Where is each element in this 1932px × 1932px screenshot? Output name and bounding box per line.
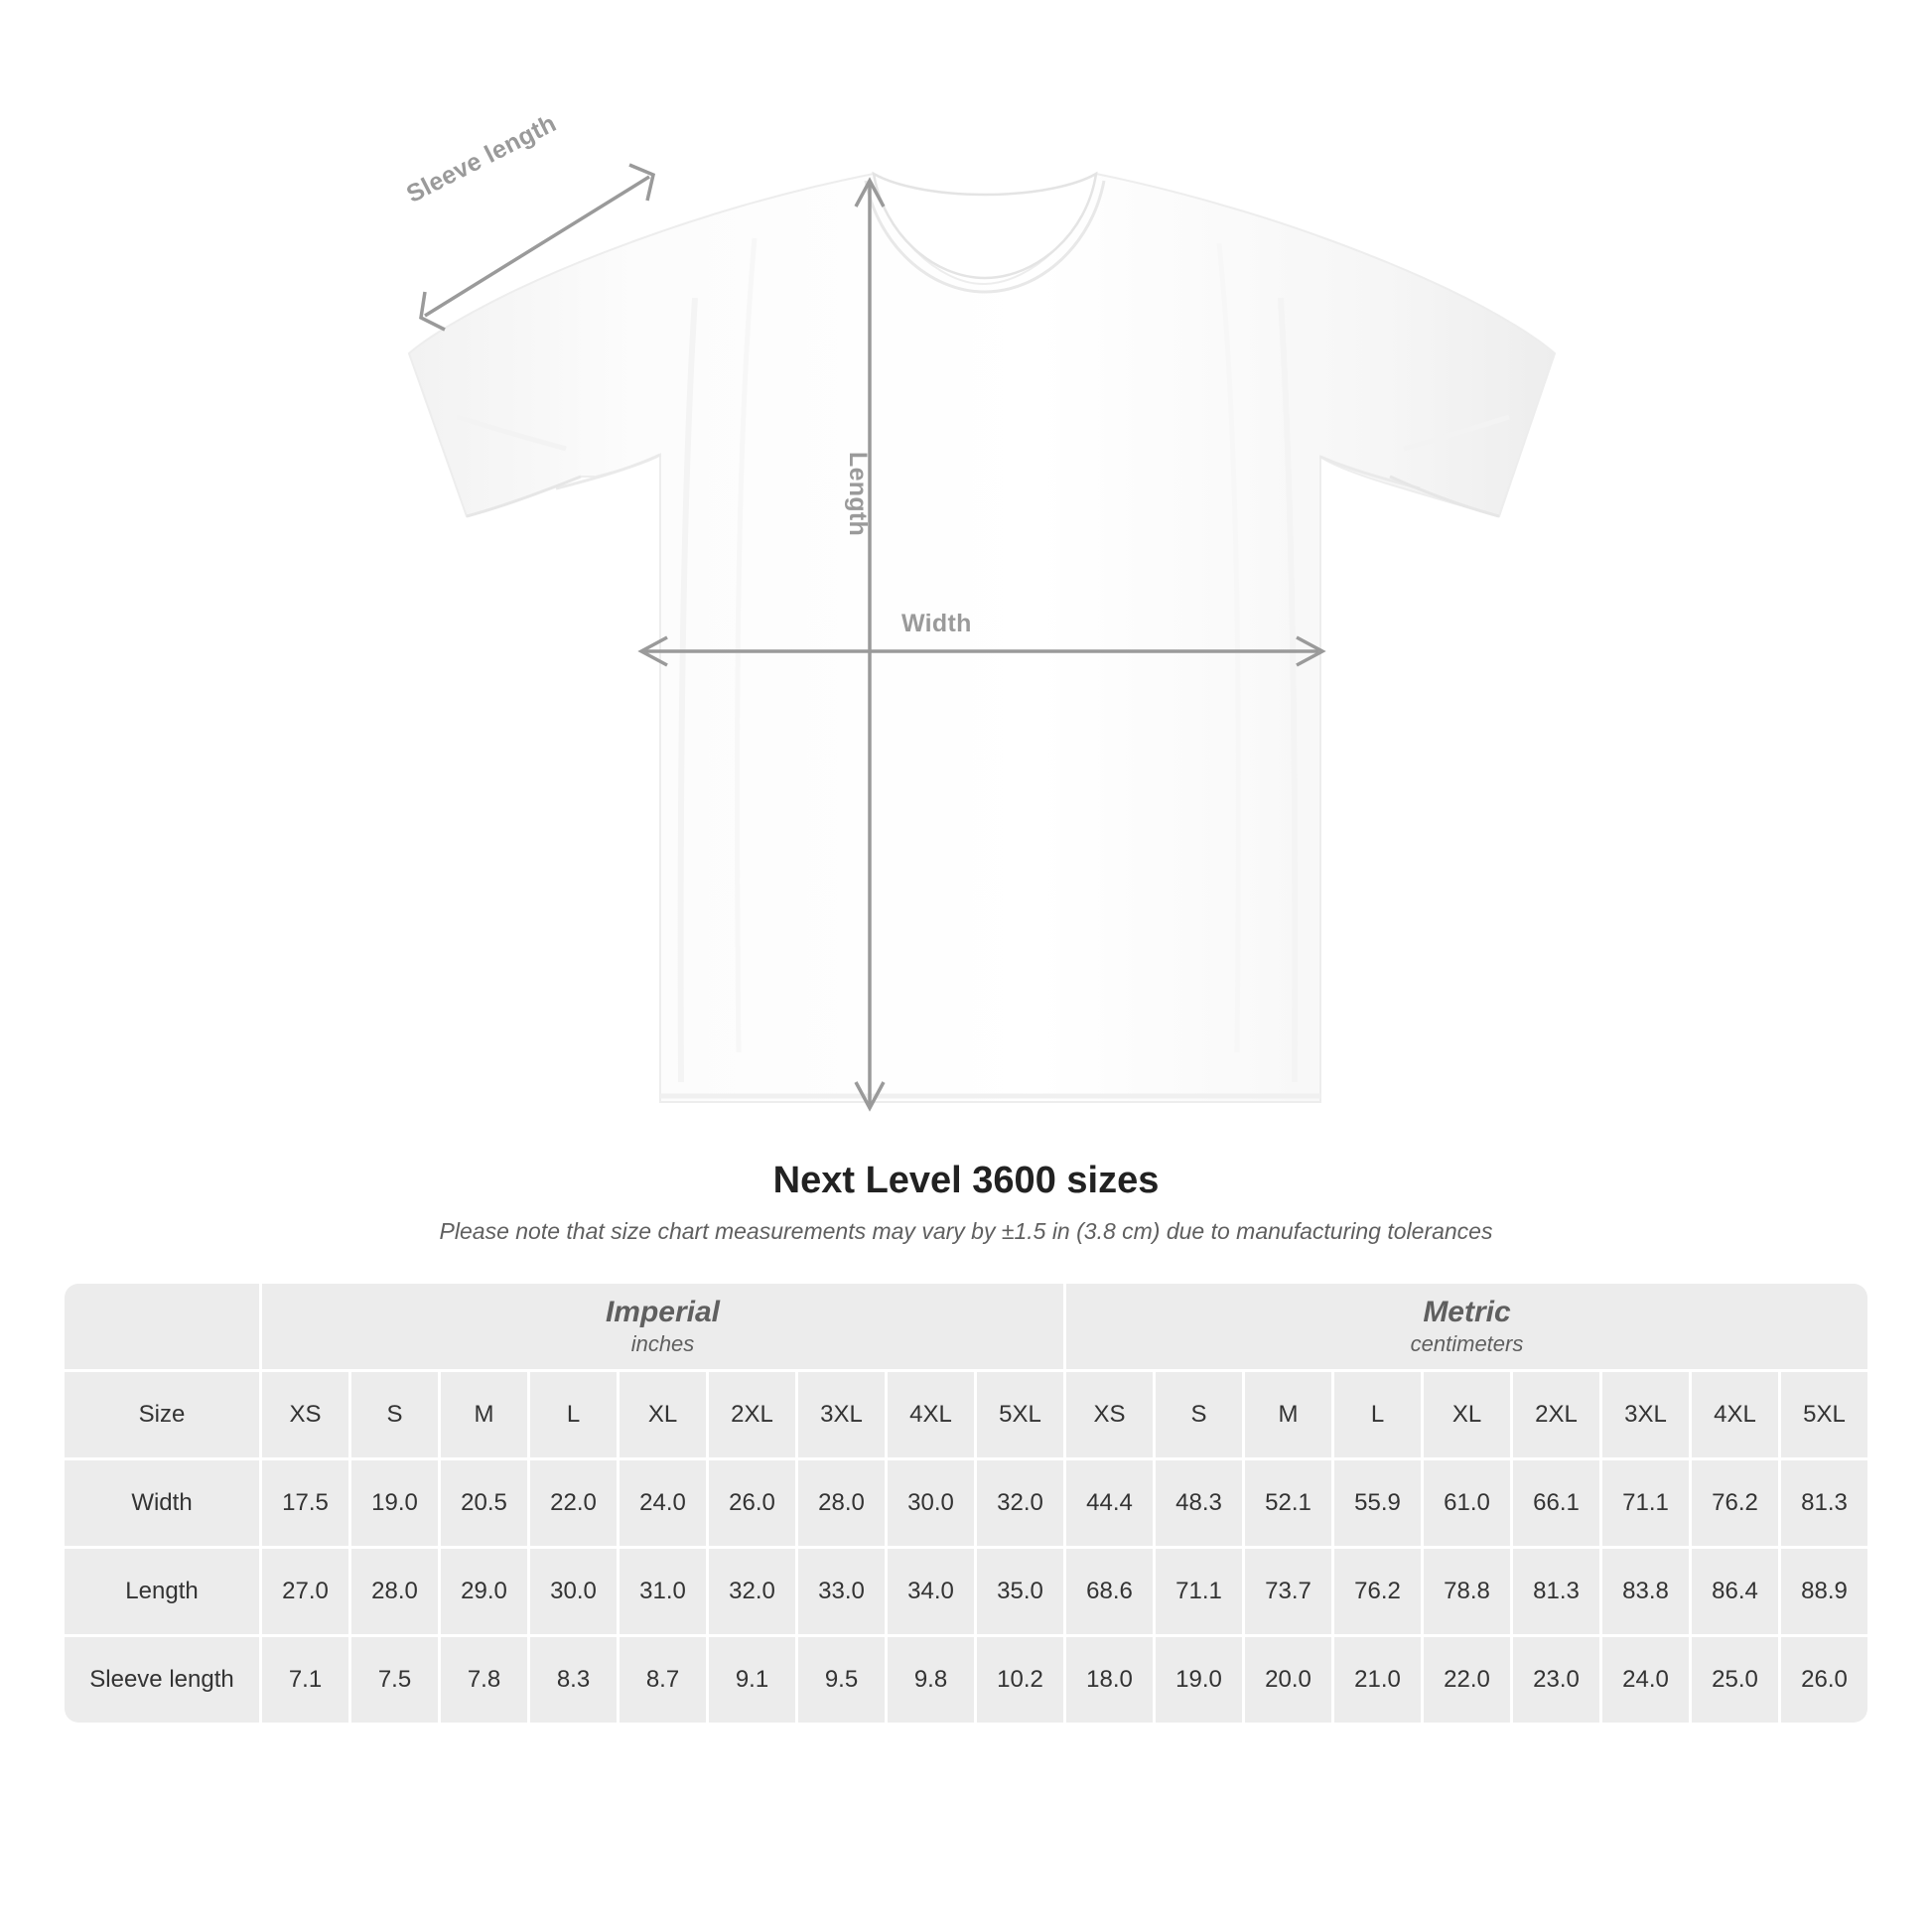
measurement-cell: 23.0 (1513, 1637, 1599, 1723)
size-column-header: M (441, 1372, 527, 1457)
measurement-cell: 30.0 (888, 1460, 974, 1546)
measurement-cell: 76.2 (1334, 1549, 1421, 1634)
measurement-cell: 29.0 (441, 1549, 527, 1634)
measurement-cell: 26.0 (1781, 1637, 1867, 1723)
metric-group-name: Metric (1423, 1295, 1511, 1328)
measurement-row-label: Width (65, 1460, 259, 1546)
size-column-header: L (1334, 1372, 1421, 1457)
measurement-cell: 19.0 (1156, 1637, 1242, 1723)
size-column-header: 4XL (888, 1372, 974, 1457)
size-column-header: XL (1424, 1372, 1510, 1457)
measurement-cell: 9.8 (888, 1637, 974, 1723)
size-table-wrapper (62, 1281, 1870, 1725)
size-column-header: 4XL (1692, 1372, 1778, 1457)
measurement-cell: 48.3 (1156, 1460, 1242, 1546)
size-column-header: 3XL (798, 1372, 885, 1457)
size-column-header: 2XL (709, 1372, 795, 1457)
measurement-cell: 71.1 (1156, 1549, 1242, 1634)
measurement-row-label: Length (65, 1549, 259, 1634)
measurement-cell: 9.1 (709, 1637, 795, 1723)
size-column-header: 5XL (977, 1372, 1063, 1457)
measurement-cell: 20.5 (441, 1460, 527, 1546)
measurement-cell: 8.7 (620, 1637, 706, 1723)
metric-group-header (1066, 1284, 1867, 1369)
measurement-cell: 34.0 (888, 1549, 974, 1634)
size-column-header: XL (620, 1372, 706, 1457)
corner-cell (65, 1284, 259, 1369)
measurement-cell: 76.2 (1692, 1460, 1778, 1546)
size-table (62, 1281, 1870, 1725)
table-row (65, 1637, 1867, 1723)
measurement-cell: 17.5 (262, 1460, 348, 1546)
size-column-header: XS (1066, 1372, 1153, 1457)
metric-group-unit: centimeters (1410, 1331, 1524, 1357)
tolerance-note: Please note that size chart measurements may vary by ±1.5 in (3.8 cm) due to manufacturing tolerances (439, 1218, 1493, 1244)
measurement-cell: 10.2 (977, 1637, 1063, 1723)
size-header-row (65, 1372, 1867, 1457)
measurement-cell: 71.1 (1602, 1460, 1689, 1546)
title-block (0, 1160, 1932, 1245)
measurement-row-label: Sleeve length (65, 1637, 259, 1723)
size-column-header: XS (262, 1372, 348, 1457)
size-column-header: S (351, 1372, 438, 1457)
measurement-cell: 22.0 (530, 1460, 617, 1546)
measurement-cell: 35.0 (977, 1549, 1063, 1634)
measurement-cell: 18.0 (1066, 1637, 1153, 1723)
measurement-cell: 7.8 (441, 1637, 527, 1723)
measurement-cell: 8.3 (530, 1637, 617, 1723)
measurement-cell: 66.1 (1513, 1460, 1599, 1546)
measurement-cell: 68.6 (1066, 1549, 1153, 1634)
size-column-header: L (530, 1372, 617, 1457)
measurement-cell: 26.0 (709, 1460, 795, 1546)
measurement-cell: 44.4 (1066, 1460, 1153, 1546)
imperial-group-header (262, 1284, 1063, 1369)
measurement-cell: 33.0 (798, 1549, 885, 1634)
measurement-cell: 28.0 (798, 1460, 885, 1546)
imperial-group-unit: inches (630, 1331, 695, 1357)
measurement-cell: 9.5 (798, 1637, 885, 1723)
size-column-header: S (1156, 1372, 1242, 1457)
measurement-cell: 20.0 (1245, 1637, 1331, 1723)
table-row (65, 1460, 1867, 1546)
size-column-header: M (1245, 1372, 1331, 1457)
measurement-cell: 81.3 (1513, 1549, 1599, 1634)
measurement-cell: 83.8 (1602, 1549, 1689, 1634)
size-row-label: Size (65, 1372, 259, 1457)
measurement-cell: 55.9 (1334, 1460, 1421, 1546)
measurement-cell: 21.0 (1334, 1637, 1421, 1723)
measurement-cell: 31.0 (620, 1549, 706, 1634)
imperial-group-name: Imperial (605, 1295, 721, 1328)
table-row (65, 1549, 1867, 1634)
measurement-cell: 52.1 (1245, 1460, 1331, 1546)
measurement-cell: 19.0 (351, 1460, 438, 1546)
measurement-cell: 27.0 (262, 1549, 348, 1634)
measurement-cell: 24.0 (620, 1460, 706, 1546)
measurement-cell: 28.0 (351, 1549, 438, 1634)
unit-header-row (65, 1284, 1867, 1369)
size-column-header: 3XL (1602, 1372, 1689, 1457)
size-column-header: 5XL (1781, 1372, 1867, 1457)
measurement-cell: 78.8 (1424, 1549, 1510, 1634)
measurement-cell: 32.0 (709, 1549, 795, 1634)
measurement-cell: 81.3 (1781, 1460, 1867, 1546)
length-dimension-label: Length (844, 452, 872, 537)
measurement-cell: 22.0 (1424, 1637, 1510, 1723)
measurement-cell: 7.1 (262, 1637, 348, 1723)
measurement-cell: 61.0 (1424, 1460, 1510, 1546)
measurement-cell: 7.5 (351, 1637, 438, 1723)
measurement-cell: 88.9 (1781, 1549, 1867, 1634)
width-dimension-label: Width (901, 610, 972, 637)
sleeve-length-dimension-label: Sleeve length (402, 109, 561, 208)
measurement-cell: 25.0 (1692, 1637, 1778, 1723)
measurement-cell: 86.4 (1692, 1549, 1778, 1634)
size-column-header: 2XL (1513, 1372, 1599, 1457)
measurement-cell: 73.7 (1245, 1549, 1331, 1634)
page-title: Next Level 3600 sizes (772, 1160, 1160, 1201)
measurement-cell: 30.0 (530, 1549, 617, 1634)
measurement-cell: 24.0 (1602, 1637, 1689, 1723)
measurement-cell: 32.0 (977, 1460, 1063, 1546)
